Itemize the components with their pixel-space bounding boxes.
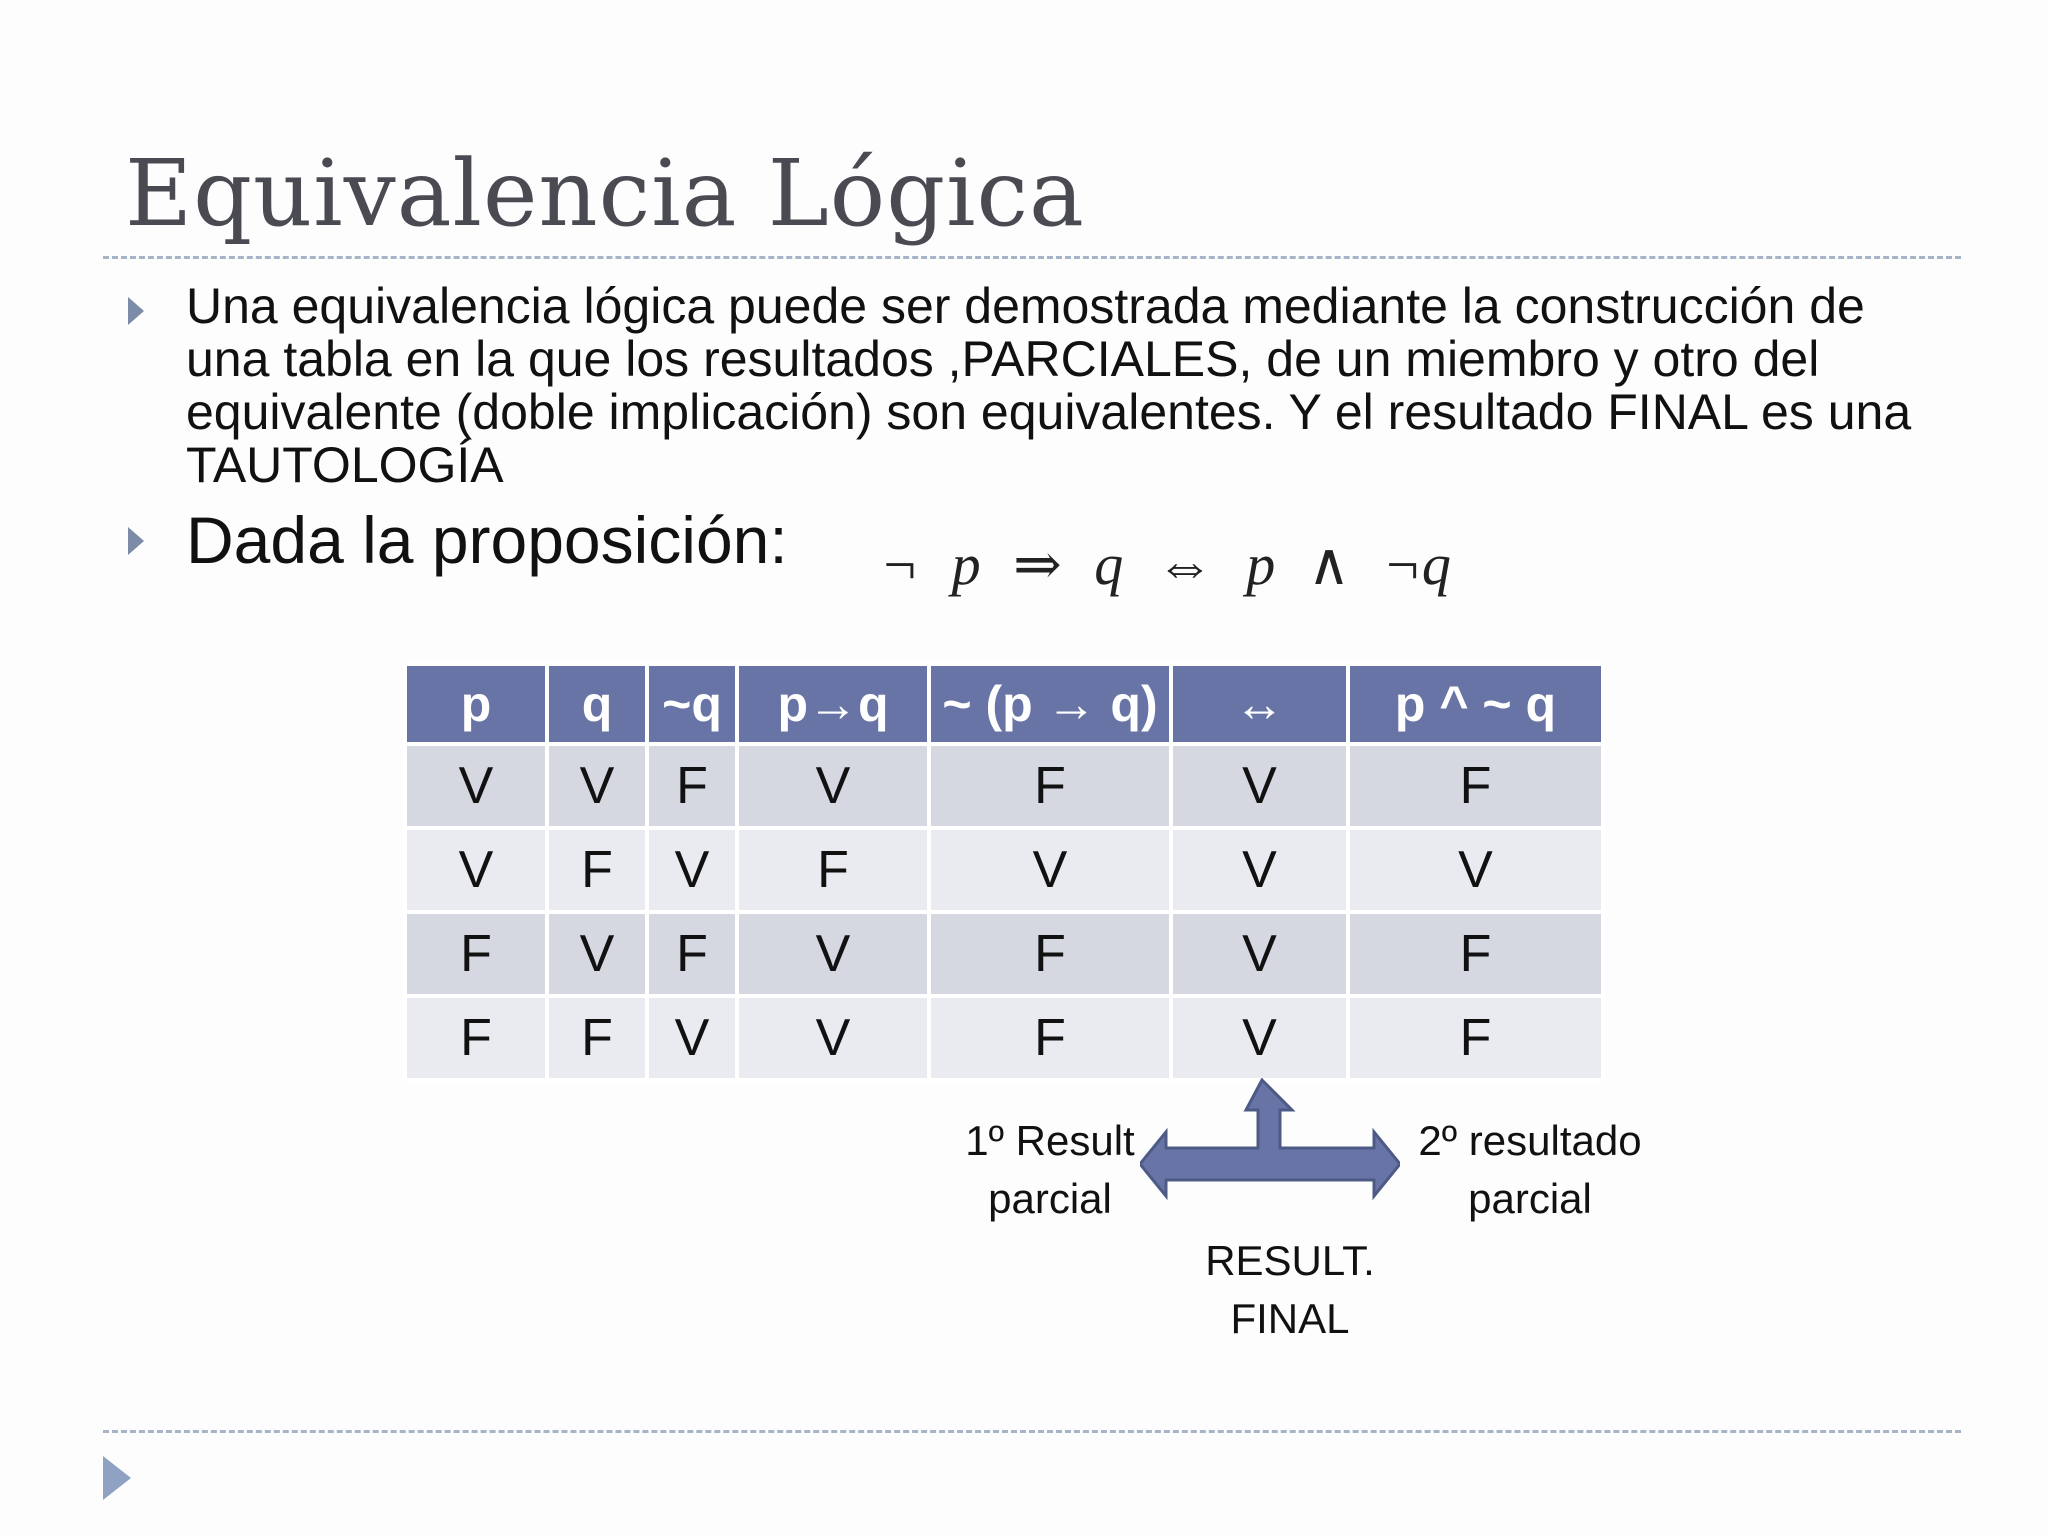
table-row	[405, 912, 1603, 996]
table-cell: F	[737, 828, 929, 912]
table-cell: V	[929, 828, 1171, 912]
table-header-row	[405, 664, 1603, 744]
table-cell: F	[405, 996, 547, 1080]
header-cell: p ^ ~ q	[1348, 664, 1603, 744]
table-cell: F	[405, 912, 547, 996]
table-cell: F	[647, 744, 737, 828]
table-cell: V	[405, 744, 547, 828]
header-cell: p	[405, 664, 547, 744]
second-partial-result-label: 2º resultado parcial	[1418, 1117, 1642, 1222]
table-cell: V	[737, 912, 929, 996]
header-cell: ↔	[1171, 664, 1348, 744]
first-partial-result-label: 1º Result parcial	[965, 1117, 1135, 1222]
truth-table	[403, 662, 1605, 1082]
table-cell: F	[1348, 996, 1603, 1080]
table-cell: V	[737, 996, 929, 1080]
table-cell: V	[547, 912, 647, 996]
table-cell: V	[647, 996, 737, 1080]
final-result-label: RESULT. FINAL	[1205, 1237, 1375, 1342]
header-cell: ~q	[647, 664, 737, 744]
table-row	[405, 744, 1603, 828]
table-cell: V	[405, 828, 547, 912]
intro-paragraph: Una equivalencia lógica puede ser demostrada mediante la construcción de una tabla en la que los resultados ,PARCIALES, de un miembro y otro del equivalente (doble implicación) son equivalentes. Y el resultado FINAL es una TAUTOLOGÍA	[186, 278, 1912, 493]
table-cell: F	[547, 828, 647, 912]
header-cell: ~ (p → q)	[929, 664, 1171, 744]
table-cell: V	[737, 744, 929, 828]
table-cell: F	[647, 912, 737, 996]
header-cell: q	[547, 664, 647, 744]
table-cell: F	[1348, 912, 1603, 996]
table-cell: F	[547, 996, 647, 1080]
table-cell: F	[929, 744, 1171, 828]
title-divider	[103, 256, 1961, 259]
slide-title: Equivalencia Lógica	[125, 140, 1085, 247]
bullet-icon	[128, 297, 144, 325]
proposition-formula: ¬ p ⇒ q ⇔ p ∧ ¬q	[880, 532, 1451, 597]
table-cell: V	[547, 744, 647, 828]
table-cell: V	[1171, 996, 1348, 1080]
table-row	[405, 828, 1603, 912]
given-proposition-label: Dada la proposición:	[186, 503, 788, 577]
header-cell: p→q	[737, 664, 929, 744]
table-cell: F	[929, 912, 1171, 996]
footer-divider	[103, 1430, 1961, 1433]
table-cell: V	[1348, 828, 1603, 912]
table-cell: V	[1171, 744, 1348, 828]
table-cell: V	[647, 828, 737, 912]
table-cell: F	[1348, 744, 1603, 828]
table-row	[405, 996, 1603, 1080]
table-cell: V	[1171, 912, 1348, 996]
table-cell: V	[1171, 828, 1348, 912]
three-way-arrow-icon	[1140, 1078, 1400, 1208]
table-cell: F	[929, 996, 1171, 1080]
slide-marker-icon	[103, 1456, 131, 1500]
bullet-icon	[128, 527, 144, 555]
